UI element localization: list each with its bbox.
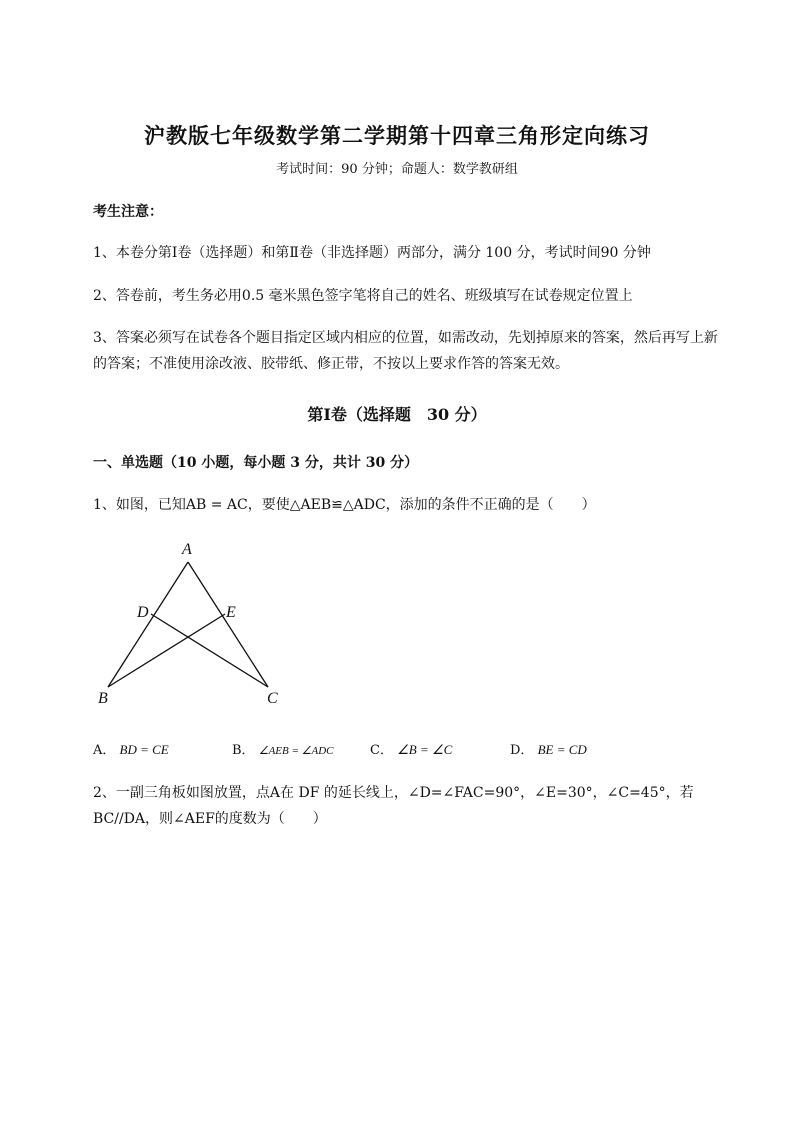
notice-heading: 考生注意： [93, 204, 163, 220]
notice-item-2: 2、答卷前，考生务必用0.5 毫米黑色签字笔将自己的姓名、班级填写在试卷规定位置上 [93, 288, 633, 304]
option-a-text: BD = CE [119, 742, 169, 757]
notice-item-3: 3、答案必须写在试卷各个题目指定区域内相应的位置，如需改动，先划掉原来的答案，然后再写上新 [93, 330, 718, 346]
question-2-line-2: BC//DA，则∠AEF的度数为（ ） [93, 811, 327, 827]
option-b-text: ∠AEB = ∠ADC [258, 745, 334, 757]
side-ab [108, 562, 188, 687]
notice-item-3-cont: 的答案；不准使用涂改液、胶带纸、修正带，不按以上要求作答的答案无效。 [93, 356, 569, 372]
label-a: A [182, 541, 192, 558]
notice-item-1: 1、本卷分第Ⅰ卷（选择题）和第Ⅱ卷（非选择题）两部分，满分 100 分，考试时间90 分钟 [93, 245, 651, 261]
option-b-letter: B． [232, 743, 255, 758]
option-a-letter: A． [93, 743, 116, 758]
option-c[interactable] [370, 739, 452, 758]
option-d-letter: D． [510, 743, 534, 758]
option-c-text: ∠B = ∠C [397, 742, 453, 757]
option-d-text: BE = CD [537, 742, 587, 757]
option-d[interactable] [510, 739, 587, 758]
option-b[interactable] [232, 739, 334, 758]
option-c-letter: C． [370, 743, 393, 758]
part-title: 一、单选题（10 小题，每小题 3 分，共计 30 分） [93, 455, 419, 471]
triangle-figure [90, 535, 300, 710]
label-d: D [137, 604, 149, 621]
segment-be [108, 614, 225, 687]
label-b: B [98, 690, 108, 707]
side-ac [188, 562, 268, 687]
label-e: E [226, 604, 236, 621]
option-a[interactable] [93, 739, 169, 758]
question-2-line-1: 2、一副三角板如图放置，点A在 DF 的延长线上，∠D=∠FAC=90°，∠E=30°，∠C=45°，若 [93, 785, 694, 801]
page-title: 沪教版七年级数学第二学期第十四章三角形定向练习 [144, 123, 650, 148]
exam-info: 考试时间：90 分钟；命题人：数学教研组 [276, 162, 518, 177]
section-title: 第Ⅰ卷（选择题 30 分） [307, 405, 487, 424]
question-1-text: 1、如图，已知AB = AC，要使△AEB≌△ADC，添加的条件不正确的是（ ） [93, 497, 596, 513]
label-c: C [267, 690, 278, 707]
segment-cd [151, 614, 268, 687]
